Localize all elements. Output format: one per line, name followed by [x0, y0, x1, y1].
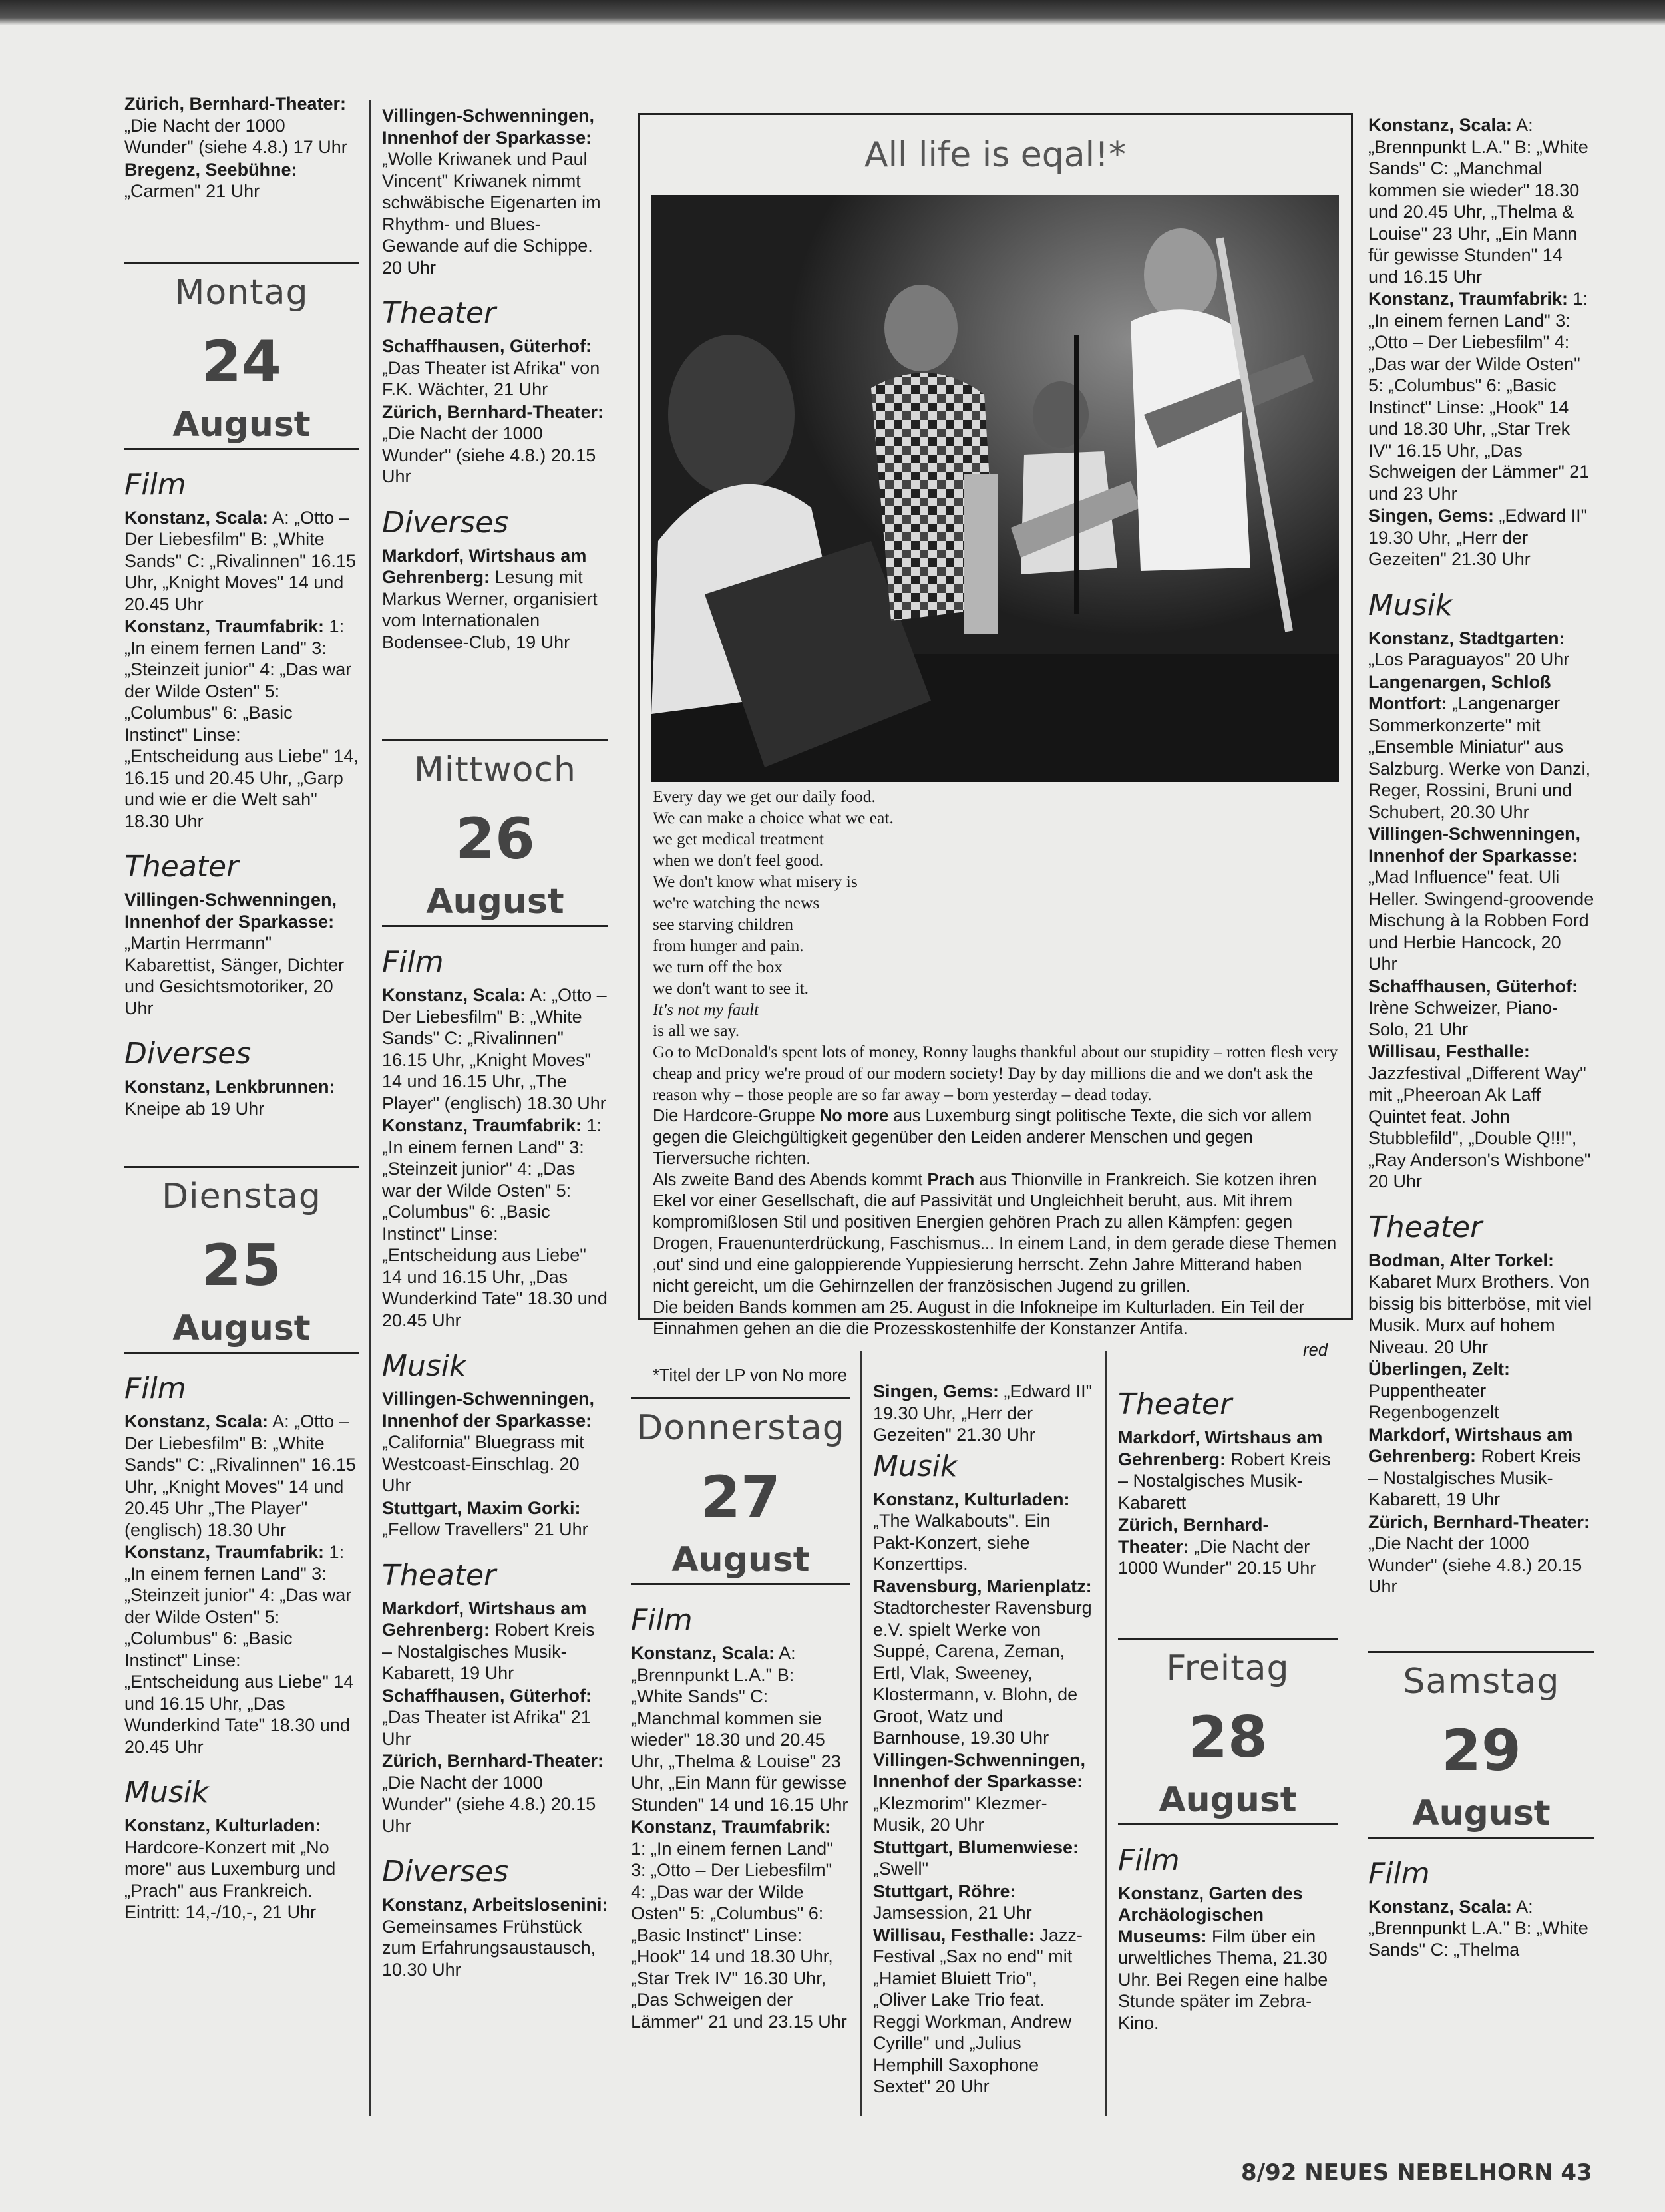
day-name: Dienstag: [162, 1177, 321, 1216]
column-1: [124, 93, 359, 1924]
section-heading-film: Film: [631, 1603, 693, 1637]
listing-entry: Konstanz, Scala: A: „Brennpunkt L.A." B: „White Sands" C: „Manchmal kommen sie wieder" 18.30 und 20.45 Uhr, „Thelma & Louise" 23 Uhr, „Ein Mann für gewisse Stunden" 14 und 16.15 Uhr: [1368, 115, 1588, 287]
day-name: Mittwoch: [414, 750, 576, 790]
listing-entry: Schaffhausen, Güterhof: Irène Schweizer, Piano-Solo, 21 Uhr: [1368, 976, 1578, 1039]
footnote: *Titel der LP von No more: [653, 1366, 847, 1385]
section-heading-musik: Musik: [382, 1349, 466, 1383]
day-month: August: [1118, 1779, 1338, 1825]
column-2: [382, 105, 608, 1981]
section-heading-film: Film: [124, 467, 186, 502]
listing-entry: Konstanz, Stadtgarten: „Los Paraguayos" 20 Uhr: [1368, 628, 1570, 669]
day-name: Freitag: [1166, 1648, 1290, 1688]
section-heading-theater: Theater: [382, 1558, 496, 1592]
article-paragraph: Als zweite Band des Abends kommt Prach aus Thionville in Frankreich. Sie kotzen ihren Ekel vor einer Gesellschaft, die auf Passivität und Ungleichheit beruht, aus. Mit ihrem kompromißlosen Stil und positiven Energien gehören Prach zu allen Kämpfen: gegen Drogen, Frauenunterdrückung, Faschismus... In einem Land, in dem gerade diese Themen ‚out' sind und eine galoppierende Yuppiesierung herrscht. Zehn Jahre Mitterand haben nicht gereicht, um die Gehirnzellen der französischen Jugend zu grillen.: [653, 1171, 1337, 1296]
listing-entry: Willisau, Festhalle: Jazzfestival „Different Way" mit „Pheeroan Ak Laff Quintet feat. John Stubblefild", „Double Q!!!", „Ray Anderson's Wishbone" 20 Uhr: [1368, 1041, 1591, 1191]
listing-entry: Villingen-Schwenningen, Innenhof der Sparkasse: „Wolle Kriwanek und Paul Vincent" Kriwanek nimmt schwäbische Eigenarten im Rhythm- und Blues-Gewande auf die Schippe. 20 Uhr: [382, 106, 601, 277]
listing-entry: Konstanz, Kulturladen: „The Walkabouts". Ein Pakt-Konzert, siehe Konzerttips.: [873, 1489, 1070, 1574]
listing-entry: Markdorf, Wirtshaus am Gehrenberg: Lesung mit Markus Werner, organisiert vom Internationalen Bodensee-Club, 19 Uhr: [382, 545, 598, 652]
listing-entry: Konstanz, Scala: A: „Otto – Der Liebesfilm" B: „White Sands" C: „Rivalinnen" 16.15 Uhr, „Knight Moves" 14 und 20.45 Uhr „The Player" (englisch) 18.30 Uhr: [124, 1411, 356, 1540]
feature-title: All life is eqal!*: [864, 135, 1126, 175]
listing-entry: Stuttgart, Maxim Gorki: „Fellow Travellers" 21 Uhr: [382, 1497, 588, 1539]
day-month: August: [124, 404, 359, 450]
listing-entry: Schaffhausen, Güterhof: „Das Theater ist Afrika" 21 Uhr: [382, 1685, 592, 1749]
poem-line: we don't want to see it.: [653, 978, 809, 998]
section-heading-film: Film: [124, 1372, 186, 1405]
day-name: Montag: [174, 272, 309, 313]
day-name: Samstag: [1403, 1661, 1560, 1702]
listing-entry: Konstanz, Garten des Archäologischen Museums: Film über ein urweltliches Thema, 21.30 Uhr. Bei Regen eine halbe Stunde später im Zebra-Kino.: [1118, 1883, 1328, 2033]
listing-entry: Villingen-Schwenningen, Innenhof der Sparkasse: „Klezmorim" Klezmer-Musik, 20 Uhr: [873, 1750, 1086, 1835]
day-number: 24: [202, 328, 281, 395]
section-heading-diverses: Diverses: [124, 1037, 252, 1071]
section-heading-theater: Theater: [382, 296, 496, 330]
listing-entry: Markdorf, Wirtshaus am Gehrenberg: Robert Kreis – Nostalgisches Musik-Kabarett, 19 Uhr: [1368, 1424, 1581, 1509]
poem-line: we're watching the news: [653, 893, 820, 912]
section-heading-theater: Theater: [124, 850, 239, 884]
listing-entry: Überlingen, Zelt: Puppentheater Regenbogenzelt: [1368, 1359, 1511, 1422]
section-heading-diverses: Diverses: [382, 1855, 509, 1889]
listing-entry: Konstanz, Traumfabrik: 1: „In einem fernen Land" 3: „Steinzeit junior" 4: „Das war der Wilde Osten" 5: „Columbus" 6: „Basic Instinct" Linse: „Entscheidung aus Liebe" 14 und 16.15 Uhr, „Das Wunderkind Tate" 18.30 und 20.45 Uhr: [124, 1542, 354, 1757]
column-5: [1118, 1378, 1338, 2034]
author-signature: red: [1303, 1341, 1328, 1360]
listing-entry: Konstanz, Traumfabrik: 1: „In einem fernen Land" 3: „Otto – Der Liebesfilm" 4: „Das war der Wilde Osten" 5: „Columbus" 6: „Basic Instinct" Linse: „Hook" 14 und 18.30 Uhr, „Star Trek IV" 16.30 Uhr, „Das Schweigen der Lämmer" 21 und 23.15 Uhr: [631, 1817, 847, 2032]
listing-entry: Bodman, Alter Torkel: Kabaret Murx Brothers. Von bissig bis bitterböse, mit viel Musik. Murx auf hohem Niveau. 20 Uhr: [1368, 1250, 1592, 1357]
day-month: August: [124, 1308, 359, 1354]
poem-line: We don't know what misery is: [653, 872, 858, 891]
listing-entry: Willisau, Festhalle: Jazz-Festival „Sax no end" mit „Hamiet Bluiett Trio", „Oliver Lake Trio feat. Reggi Workman, Andrew Cyrille" und „Julius Hemphill Saxophone Sextet" 20 Uhr: [873, 1925, 1083, 2096]
day-header-wednesday: [382, 739, 608, 927]
listing-entry: Zürich, Bernhard-Theater: „Die Nacht der 1000 Wunder" (siehe 4.8.) 20.15 Uhr: [1368, 1511, 1590, 1596]
column-6: [1368, 114, 1594, 1961]
day-number: 28: [1188, 1704, 1268, 1771]
column-divider: [1105, 1351, 1107, 2116]
section-heading-film: Film: [382, 945, 444, 979]
section-heading-film: Film: [1118, 1843, 1180, 1877]
poem-prose: Go to McDonald's spent lots of money, Ronny laughs thankful about our stupidity – rotten flesh very cheap and pricy we're proud of our modern society! Day by day millions die and we don't ask the reason why – those people are so far away – born yesterday – dead today.: [653, 1042, 1338, 1104]
listing-entry: Zürich, Bernhard-Theater: „Die Nacht der 1000 Wunder" (siehe 4.8.) 20.15 Uhr: [382, 401, 604, 486]
poem-line: Every day we get our daily food.: [653, 787, 876, 806]
listing-entry: Zürich, Bernhard-Theater: „Die Nacht der 1000 Wunder" (siehe 4.8.) 17 Uhr: [124, 94, 347, 157]
section-heading-musik: Musik: [1368, 588, 1453, 622]
poem-line: It's not my fault: [653, 1000, 759, 1019]
listing-entry: Singen, Gems: „Edward II" 19.30 Uhr, „Herr der Gezeiten" 21.30 Uhr: [1368, 506, 1588, 569]
listing-entry: Singen, Gems: „Edward II" 19.30 Uhr, „Herr der Gezeiten" 21.30 Uhr: [873, 1382, 1093, 1445]
day-header-monday: [124, 262, 359, 450]
listing-entry: Konstanz, Arbeitslosenini: Gemeinsames Frühstück zum Erfahrungsaustausch, 10.30 Uhr: [382, 1895, 608, 1980]
section-heading-musik: Musik: [124, 1775, 209, 1809]
day-header-thursday: [631, 1397, 850, 1585]
poem-line: from hunger and pain.: [653, 936, 804, 955]
column-3: [631, 1397, 850, 2033]
listing-entry: Konstanz, Traumfabrik: 1: „In einem fernen Land" 3: „Steinzeit junior" 4: „Das war der Wilde Osten" 5: „Columbus" 6: „Basic Instinct" Linse: „Entscheidung aus Liebe" 14 und 16.15 Uhr, „Das Wunderkind Tate" 18.30 und 20.45 Uhr: [382, 1115, 608, 1330]
listing-entry: Zürich, Bernhard-Theater: „Die Nacht der 1000 Wunder" (siehe 4.8.) 20.15 Uhr: [382, 1751, 604, 1836]
day-month: August: [382, 881, 608, 927]
section-heading-diverses: Diverses: [382, 505, 509, 540]
day-header-tuesday: [124, 1166, 359, 1354]
section-heading-film: Film: [1368, 1856, 1430, 1891]
listing-entry: Konstanz, Scala: A: „Otto – Der Liebesfilm" B: „White Sands" C: „Rivalinnen" 16.15 Uhr, „Knight Moves" 14 und 16.15 Uhr, „The Player" (englisch) 18.30 Uhr: [382, 985, 607, 1113]
page-footer: 8/92 NEUES NEBELHORN 43: [1241, 2159, 1592, 2186]
scan-top-edge: [0, 0, 1665, 25]
article-paragraph: Die Hardcore-Gruppe No more aus Luxemburg singt politische Texte, die sich vor allem gegen die Gleichgültigkeit gegenüber den Leiden anderer Menschen und gegen Tierversuche richten.: [653, 1107, 1312, 1168]
day-number: 29: [1441, 1717, 1521, 1784]
section-heading-musik: Musik: [873, 1449, 958, 1483]
feature-text: [653, 786, 1338, 1386]
listing-entry: Stuttgart, Röhre: Jamsession, 21 Uhr: [873, 1881, 1032, 1923]
listing-entry: Langenargen, Schloß Montfort: „Langenarger Sommerkonzerte" mit „Ensemble Miniatur" aus Salzburg. Werke von Danzi, Reger, Rossini, Bruni und Schubert, 20.30 Uhr: [1368, 671, 1591, 822]
section-heading-theater: Theater: [1368, 1210, 1483, 1244]
day-header-friday: [1118, 1638, 1338, 1825]
band-photo: [651, 195, 1339, 782]
poem-line: we get medical treatment: [653, 829, 825, 848]
poem: [653, 786, 1338, 1105]
poem-line: we turn off the box: [653, 957, 783, 976]
listing-entry: Markdorf, Wirtshaus am Gehrenberg: Robert Kreis – Nostalgisches Musik-Kabarett: [1118, 1427, 1331, 1513]
listing-entry: Bregenz, Seebühne: „Carmen" 21 Uhr: [124, 159, 297, 201]
listing-entry: Konstanz, Traumfabrik: 1: „In einem fernen Land" 3: „Otto – Der Liebesfilm" 4: „Das war der Wilde Osten" 5: „Columbus" 6: „Basic Instinct" Linse: „Hook" 14 und 18.30 Uhr, „Star Trek IV" 16.15 Uhr, „Das Schweigen der Lämmer" 21 und 23 Uhr: [1368, 289, 1590, 504]
day-number: 25: [202, 1232, 281, 1299]
listing-entry: Villingen-Schwenningen, Innenhof der Sparkasse: „Mad Influence" feat. Uli Heller. Swingend-groovende Mischung à la Robben Ford und Herbie Hancock, 20 Uhr: [1368, 824, 1594, 974]
poem-line: is all we say.: [653, 1021, 740, 1040]
article-paragraph: Die beiden Bands kommen am 25. August in die Infokneipe im Kulturladen. Ein Teil der Einnahmen gehen an die die Prozesskostenhilfe der Konstanzer Antifa.: [653, 1298, 1305, 1338]
column-4: [873, 1381, 1093, 2098]
listing-entry: Konstanz, Scala: A: „Brennpunkt L.A." B: „White Sands" C: „Manchmal kommen sie wieder" 18.30 und 20.45 Uhr, „Thelma & Louise" 23 Uhr, „Ein Mann für gewisse Stunden" 14 und 16.15 Uhr: [631, 1643, 848, 1815]
listing-entry: Konstanz, Kulturladen: Hardcore-Konzert mit „No more" aus Luxemburg und „Prach" aus Frankreich. Eintritt: 14,-/10,-, 21 Uhr: [124, 1815, 336, 1922]
poem-line: when we don't feel good.: [653, 850, 823, 870]
listing-entry: Zürich, Bernhard-Theater: „Die Nacht der 1000 Wunder" 20.15 Uhr: [1118, 1515, 1316, 1578]
listing-entry: Konstanz, Lenkbrunnen: Kneipe ab 19 Uhr: [124, 1077, 335, 1119]
listing-entry: Konstanz, Scala: A: „Brennpunkt L.A." B: „White Sands" C: „Thelma: [1368, 1896, 1588, 1960]
day-number: 27: [701, 1464, 781, 1531]
listing-entry: Schaffhausen, Güterhof: „Das Theater ist Afrika" von F.K. Wächter, 21 Uhr: [382, 336, 600, 399]
listing-entry: Stuttgart, Blumenwiese: „Swell": [873, 1837, 1079, 1879]
listing-entry: Markdorf, Wirtshaus am Gehrenberg: Robert Kreis – Nostalgisches Musik-Kabarett, 19 Uhr: [382, 1598, 595, 1683]
column-divider: [369, 100, 371, 2116]
day-month: August: [631, 1539, 850, 1585]
day-month: August: [1368, 1793, 1594, 1839]
listing-entry: Ravensburg, Marienplatz: Stadtorchester Ravensburg e.V. spielt Werke von Suppé, Carena, Zeman, Ertl, Vlak, Sweeney, Klostermann, v. Blohn, de Groot, Watz und Barnhouse, 19.30 Uhr: [873, 1576, 1092, 1748]
day-number: 26: [455, 806, 535, 872]
listing-entry: Villingen-Schwenningen, Innenhof der Sparkasse: „California" Bluegrass mit Westcoast-Einschlag. 20 Uhr: [382, 1389, 595, 1495]
column-divider: [860, 1351, 862, 2116]
day-header-saturday: [1368, 1651, 1594, 1839]
poem-line: We can make a choice what we eat.: [653, 808, 894, 827]
listing-entry: Villingen-Schwenningen, Innenhof der Sparkasse: „Martin Herrmann" Kabarettist, Sänger, Dichter und Gesichtsmotoriker, 20 Uhr: [124, 890, 345, 1018]
listing-entry: Konstanz, Scala: A: „Otto – Der Liebesfilm" B: „White Sands" C: „Rivalinnen" 16.15 Uhr, „Knight Moves" 14 und 20.45 Uhr: [124, 507, 356, 614]
section-heading-theater: Theater: [1118, 1387, 1232, 1421]
poem-line: see starving children: [653, 914, 794, 934]
listing-entry: Konstanz, Traumfabrik: 1: „In einem fernen Land" 3: „Steinzeit junior" 4: „Das war der Wilde Osten" 5: „Columbus" 6: „Basic Instinct" Linse: „Entscheidung aus Liebe" 14, 16.15 und 20.45 Uhr, „Garp und wie er die Welt sah" 18.30 Uhr: [124, 616, 359, 831]
day-name: Donnerstag: [636, 1408, 845, 1448]
feature-box: [638, 113, 1353, 1385]
